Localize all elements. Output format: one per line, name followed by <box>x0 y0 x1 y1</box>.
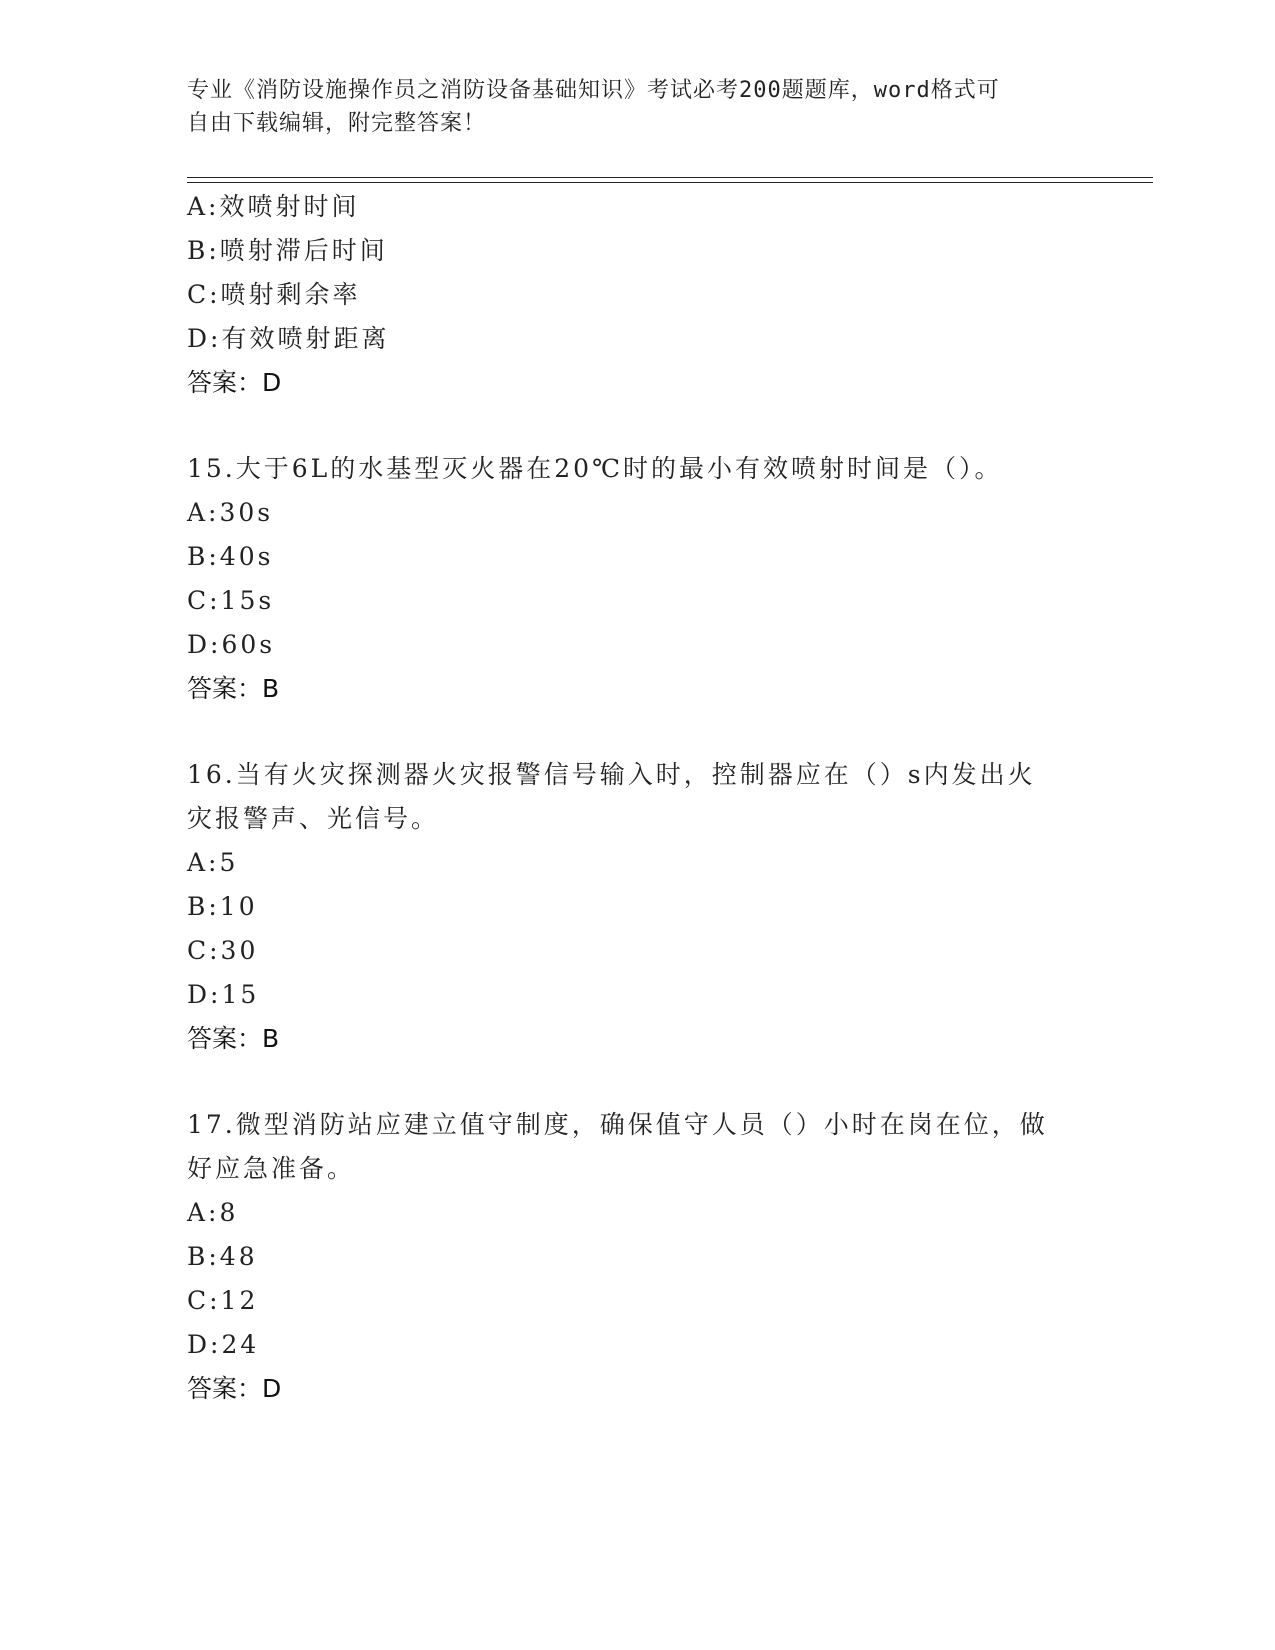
q16-question-line-2: 灾报警声、光信号。 <box>187 804 440 833</box>
document-header <box>187 74 1087 140</box>
q15-option-b: B:40s <box>187 542 274 571</box>
header-title-line-2: 自由下载编辑，附完整答案！ <box>187 111 487 136</box>
q15-option-d: D:60s <box>187 630 276 659</box>
q16-question-line-1: 16.当有火灾探测器火灾报警信号输入时，控制器应在（）s内发出火 <box>187 760 1036 789</box>
q15-answer: 答案：B <box>187 674 280 703</box>
q16-option-b: B:10 <box>187 892 258 921</box>
q17-option-b: B:48 <box>187 1242 258 1271</box>
header-title-line-1: 专业《消防设施操作员之消防设备基础知识》考试必考200题题库，word格式可 <box>187 78 1000 103</box>
q15-question: 15.大于6L的水基型灭火器在20℃时的最小有效喷射时间是（）。 <box>187 454 1003 483</box>
q14-option-c: C:喷射剩余率 <box>187 280 361 309</box>
q17-answer: 答案：D <box>187 1374 282 1403</box>
q16-answer: 答案：B <box>187 1024 280 1053</box>
q14-answer: 答案：D <box>187 368 282 397</box>
q16-option-a: A:5 <box>187 848 239 877</box>
header-divider-top <box>187 177 1153 178</box>
q17-option-d: D:24 <box>187 1330 260 1359</box>
q16-option-c: C:30 <box>187 936 259 965</box>
q17-option-c: C:12 <box>187 1286 259 1315</box>
q15-option-c: C:15s <box>187 586 275 615</box>
q16-option-d: D:15 <box>187 980 260 1009</box>
q14-option-b: B:喷射滞后时间 <box>187 236 388 265</box>
q15-option-a: A:30s <box>187 498 274 527</box>
q17-option-a: A:8 <box>187 1198 239 1227</box>
q17-question-line-1: 17.微型消防站应建立值守制度，确保值守人员（）小时在岗在位，做 <box>187 1110 1048 1139</box>
q17-question-line-2: 好应急准备。 <box>187 1154 356 1183</box>
header-divider-bottom <box>187 182 1153 183</box>
q14-option-a: A:效喷射时间 <box>187 192 360 221</box>
q14-option-d: D:有效喷射距离 <box>187 324 390 353</box>
